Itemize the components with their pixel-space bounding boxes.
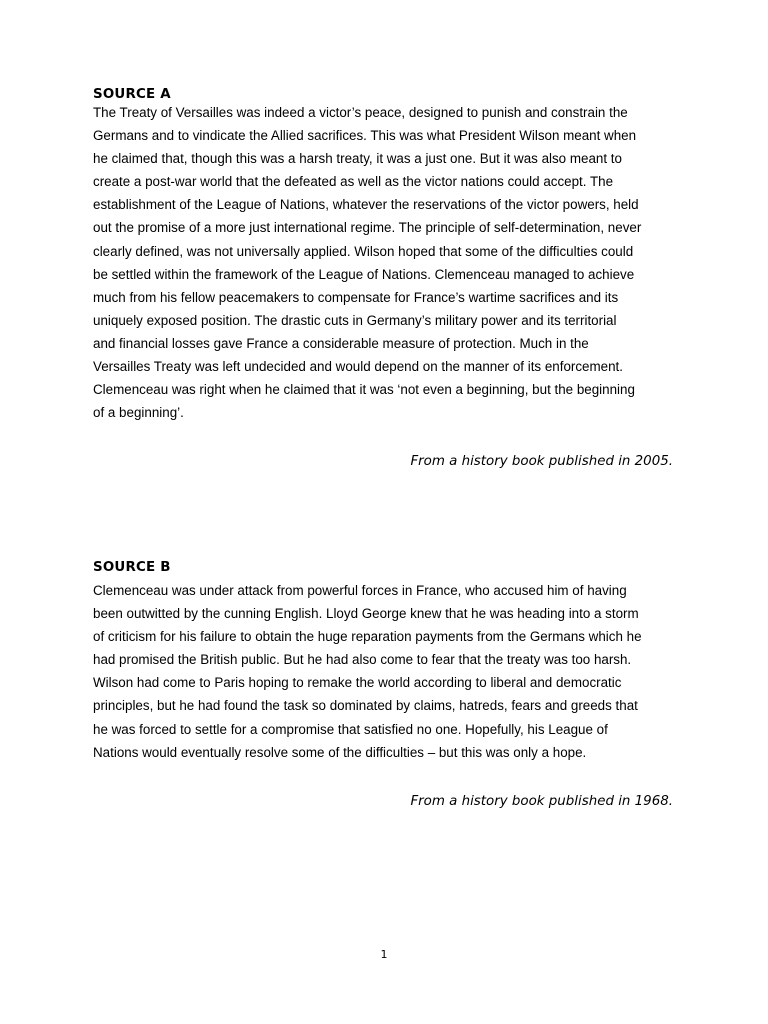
source-a-line: Versailles Treaty was left undecided and would depend on the manner of its enforcement. — [93, 359, 623, 375]
source-b-line: Clemenceau was under attack from powerful forces in France, who accused him of having — [93, 583, 627, 598]
source-a-line: much from his fellow peacemakers to compensate for France’s wartime sacrifices and its — [93, 289, 619, 305]
source-a-line: of a beginning’. — [93, 405, 184, 421]
source-b-line: principles, but he had found the task so dominated by claims, hatreds, fears and greeds that — [93, 698, 638, 714]
source-b-line: been outwitted by the cunning English. Lloyd George knew that he was heading into a storm — [93, 606, 639, 622]
source-a-attribution: From a history book published in 2005. — [410, 454, 673, 469]
source-b-attribution: From a history book published in 1968. — [410, 794, 673, 809]
source-a-line: Clemenceau was right when he claimed that it was ‘not even a beginning, but the beginning — [93, 382, 635, 398]
source-a-line: Germans and to vindicate the Allied sacrifices. This was what President Wilson meant when — [93, 128, 637, 144]
source-a-line: establishment of the League of Nations, whatever the reservations of the victor powers, held — [93, 197, 639, 213]
source-a-text — [93, 101, 683, 424]
source-b-line: Nations would eventually resolve some of the difficulties – but this was only a hope. — [93, 744, 587, 760]
source-b-line: of criticism for his failure to obtain the huge reparation payments from the Germans which he — [93, 629, 642, 645]
source-a-line: clearly defined, was not universally applied. Wilson hoped that some of the difficulties could — [93, 243, 634, 259]
source-b-heading: SOURCE B — [93, 560, 171, 575]
source-b-line: had promised the British public. But he had also come to fear that the treaty was too harsh. — [93, 652, 632, 668]
source-b-line: Wilson had come to Paris hoping to remake the world according to liberal and democratic — [93, 675, 622, 691]
source-a-line: uniquely exposed position. The drastic cuts in Germany’s military power and its territorial — [93, 312, 617, 328]
source-a-line: create a post-war world that the defeated as well as the victor nations could accept. The — [93, 174, 614, 190]
page-number: 1 — [380, 948, 388, 961]
source-a-line: and financial losses gave France a considerable measure of protection. Much in the — [93, 335, 589, 351]
source-a-line: out the promise of a more just international regime. The principle of self-determination, never — [93, 220, 642, 236]
source-a-heading: SOURCE A — [93, 87, 171, 102]
source-a-line: he claimed that, though this was a harsh treaty, it was a just one. But it was also meant to — [93, 151, 622, 167]
source-a-line: The Treaty of Versailles was indeed a victor’s peace, designed to punish and constrain the — [93, 105, 628, 120]
source-b-text — [93, 579, 683, 764]
source-a-line: be settled within the framework of the League of Nations. Clemenceau managed to achieve — [93, 266, 635, 282]
source-b-line: he was forced to settle for a compromise that satisfied no one. Hopefully, his League of — [93, 721, 608, 737]
